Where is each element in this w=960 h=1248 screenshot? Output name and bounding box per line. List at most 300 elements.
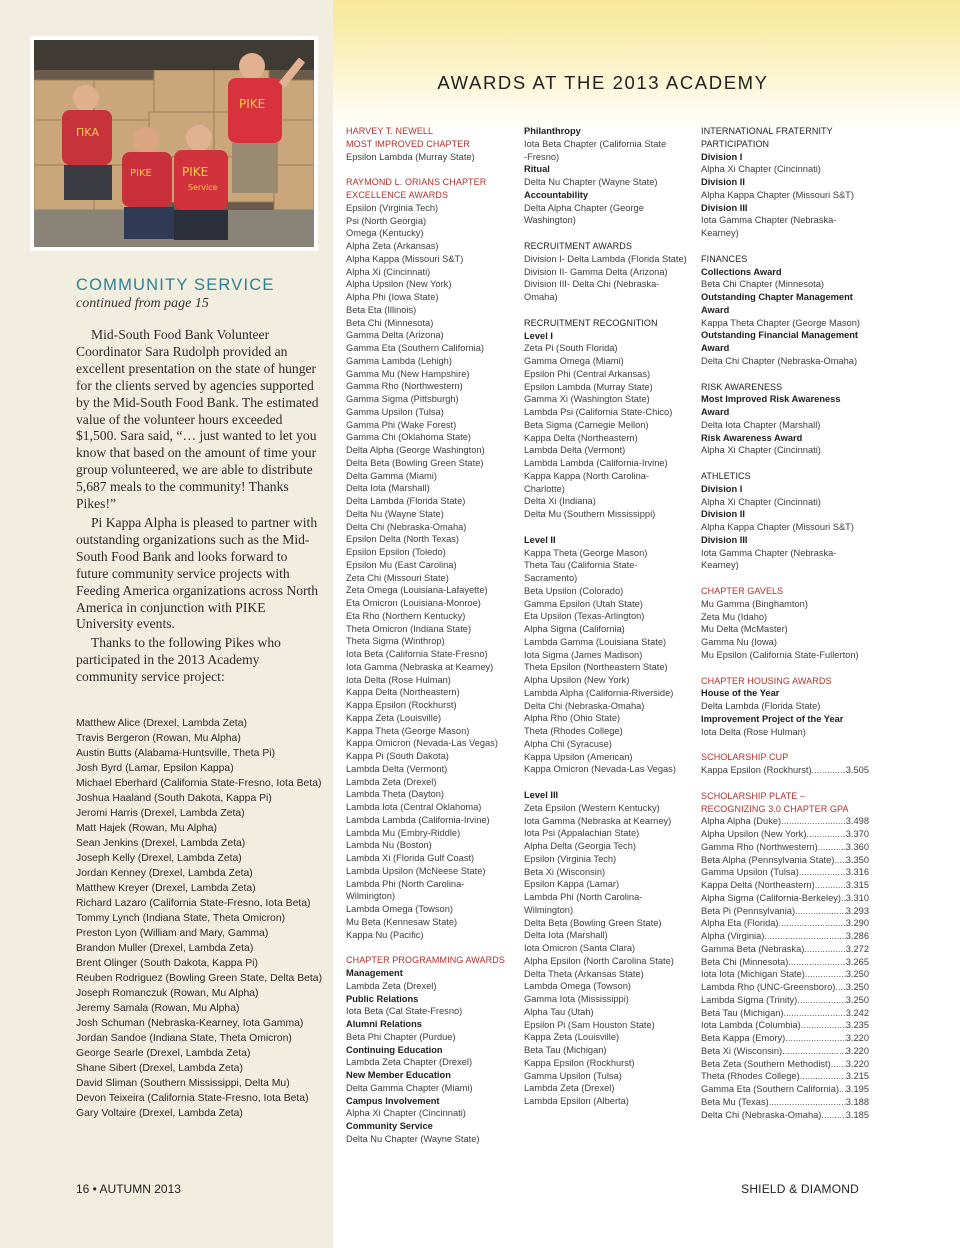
chapter-name: Alpha Upsilon (New York) <box>701 829 807 839</box>
volunteer-item: Reuben Rodriguez (Bowling Green State, Delta Beta) <box>76 973 323 984</box>
award-section-heading: CHAPTER HOUSING AWARDS <box>701 675 832 686</box>
award-entry: Delta Iota (Marshall) <box>346 483 430 494</box>
award-entry: Iota Omicron (Santa Clara) <box>524 943 636 953</box>
body-paragraph: Pi Kappa Alpha is pleased to partner with outstanding organizations such as the Mid-South Food Bank and looks forward to future community service projects with Feeding America organizations across North America in conjunction with PIKE University events. <box>76 514 319 632</box>
award-section-heading: CHAPTER GAVELS <box>701 586 784 596</box>
award-entry: Lambda Psi (California State-Chico) <box>524 407 673 417</box>
award-entry: Gamma Omega (Miami) <box>524 356 624 366</box>
volunteer-item: Jordan Sandoe (Indiana State, Theta Omicron) <box>76 1033 292 1044</box>
chapter-name: Gamma Upsilon (Tulsa) <box>701 867 799 878</box>
gpa-row <box>701 1032 869 1045</box>
volunteer-list <box>76 716 330 1121</box>
volunteer-item: Jeremy Samala (Rowan, Mu Alpha) <box>76 1003 240 1014</box>
award-entry: Kearney) <box>701 228 739 238</box>
awards-column-1 <box>346 125 514 1159</box>
award-entry: Zeta Chi (Missouri State) <box>346 572 449 583</box>
dot-leader <box>834 854 845 867</box>
dot-leader <box>784 1007 846 1020</box>
volunteer-item: Josh Byrd (Lamar, Epsilon Kappa) <box>76 763 234 774</box>
chapter-name: Beta Pi (Pennsylvania) <box>701 905 796 916</box>
award-section-heading: RAYMOND L. ORIANS CHAPTER <box>346 177 487 188</box>
chapter-name: Gamma Beta (Nebraska) <box>701 943 805 954</box>
gpa-row <box>701 1007 869 1020</box>
award-entry: Mu Delta (McMaster) <box>701 624 788 635</box>
award-entry: Alpha Xi Chapter (Cincinnati) <box>701 445 821 456</box>
award-category: Most Improved Risk Awareness <box>701 394 841 405</box>
award-entry: Lambda Gamma (Louisiana State) <box>524 636 667 647</box>
dot-leader <box>805 968 846 981</box>
chapter-name: Beta Chi (Minnesota) <box>701 956 789 967</box>
award-category: House of the Year <box>701 688 780 699</box>
award-category: Division II <box>701 509 745 520</box>
award-entry: Kappa Delta (Northeastern) <box>524 432 638 443</box>
volunteer-item: Travis Bergeron (Rowan, Mu Alpha) <box>76 733 241 744</box>
gpa-value: 3.310 <box>845 892 869 903</box>
award-entry: Kappa Theta (George Mason) <box>524 547 648 558</box>
chapter-name: Lambda Rho (UNC-Greensboro) <box>701 982 836 992</box>
award-category: Improvement Project of the Year <box>701 713 844 724</box>
dot-leader <box>797 994 845 1007</box>
award-section <box>346 176 514 941</box>
gpa-value: 3.220 <box>845 1045 869 1056</box>
award-section <box>701 585 869 662</box>
shirt-text: PIKE <box>130 168 152 179</box>
award-section <box>346 125 514 163</box>
dot-leader <box>764 930 845 943</box>
community-service-title: COMMUNITY SERVICE <box>76 276 275 294</box>
volunteer-item: Joseph Romanczuk (Rowan, Mu Alpha) <box>76 988 259 999</box>
award-entry: Gamma Sigma (Pittsburgh) <box>346 394 459 404</box>
volunteer-item: Matt Hajek (Rowan, Mu Alpha) <box>76 823 217 834</box>
award-section-heading: FINANCES <box>701 253 748 264</box>
gpa-value: 3.188 <box>845 1096 869 1107</box>
gpa-row <box>701 854 869 867</box>
award-entry: Gamma Upsilon (Tulsa) <box>346 406 444 417</box>
award-entry: Epsilon Phi (Central Arkansas) <box>524 368 651 379</box>
award-entry: Alpha Rho (Ohio State) <box>524 713 621 724</box>
gpa-row <box>701 1058 869 1071</box>
header-gradient-band <box>333 0 960 130</box>
gpa-value: 3.250 <box>845 982 869 992</box>
gpa-row <box>701 930 869 943</box>
award-entry: Theta (Rhodes College) <box>524 726 623 736</box>
volunteers-photo-illustration <box>34 40 314 247</box>
award-entry: Theta Omicron (Indiana State) <box>346 623 472 634</box>
gpa-value: 3.272 <box>845 943 869 954</box>
award-entry: Zeta Omega (Louisiana-Lafayette) <box>346 585 488 596</box>
award-entry: Gamma Delta (Arizona) <box>346 330 444 341</box>
award-entry: Lambda Iota (Central Oklahoma) <box>346 802 482 812</box>
gpa-row <box>701 815 869 828</box>
volunteer-item: Joseph Kelly (Drexel, Lambda Zeta) <box>76 853 242 864</box>
gpa-row <box>701 1083 869 1096</box>
award-entry: Gamma Epsilon (Utah State) <box>524 598 643 609</box>
award-entry: Kappa Epsilon (Rockhurst) <box>346 700 457 710</box>
award-entry: Epsilon (Virginia Tech) <box>524 853 617 864</box>
award-entry: Delta Gamma (Miami) <box>346 470 437 481</box>
award-entry: Gamma Nu (Iowa) <box>701 637 777 647</box>
award-entry: Kappa Pi (South Dakota) <box>346 751 449 761</box>
award-entry: Theta Epsilon (Northeastern State) <box>524 662 668 673</box>
volunteer-item: Austin Butts (Alabama-Huntsville, Theta Pi) <box>76 748 276 759</box>
award-entry: Gamma Iota (Mississippi) <box>524 994 629 1004</box>
chapter-name: Gamma Eta (Southern California) <box>701 1084 839 1094</box>
award-entry: Kappa Delta (Northeastern) <box>346 687 460 698</box>
award-entry: Epsilon Lambda (Murray State) <box>524 381 653 392</box>
award-section <box>524 125 692 227</box>
award-category: Risk Awareness Award <box>701 432 803 443</box>
award-entry: Alpha Xi Chapter (Cincinnati) <box>701 164 821 175</box>
award-entry: Iota Psi (Appalachian State) <box>524 828 640 839</box>
award-entry: Theta Tau (California State- <box>524 560 638 571</box>
award-category: Outstanding Financial Management <box>701 330 859 341</box>
gpa-row <box>701 1019 869 1032</box>
award-entry: Lambda Zeta Chapter (Drexel) <box>346 1057 473 1068</box>
award-category: Level III <box>524 790 559 800</box>
award-entry: Gamma Upsilon (Tulsa) <box>524 1070 622 1081</box>
award-category: Collections Award <box>701 266 782 277</box>
award-category: Division III <box>701 534 748 545</box>
award-entry: Lambda Zeta (Drexel) <box>346 776 437 787</box>
award-entry: Kappa Theta (George Mason) <box>346 725 470 736</box>
gpa-row <box>701 841 869 854</box>
award-entry: Sacramento) <box>524 573 578 583</box>
award-entry: Eta Upsilon (Texas-Arlington) <box>524 611 645 622</box>
award-category: Alumni Relations <box>346 1019 422 1029</box>
award-entry: Gamma Xi (Washington State) <box>524 394 650 405</box>
award-entry: Iota Gamma (Nebraska at Kearney) <box>346 661 494 672</box>
award-category: New Member Education <box>346 1070 451 1080</box>
award-section <box>701 470 869 572</box>
award-category: Division I <box>701 483 743 494</box>
award-category: Community Service <box>346 1121 433 1131</box>
award-section-heading: EXCELLENCE AWARDS <box>346 190 449 200</box>
award-entry: Lambda Delta (Vermont) <box>346 763 448 774</box>
award-entry: Alpha Phi (Iowa State) <box>346 292 439 302</box>
award-entry: Delta Iota (Marshall) <box>524 930 608 941</box>
award-entry: Lambda Mu (Embry-Riddle) <box>346 827 461 838</box>
award-entry: Gamma Mu (New Hampshire) <box>346 368 470 379</box>
award-entry: Mu Gamma (Binghamton) <box>701 598 808 609</box>
body-paragraph: Mid-South Food Bank Volunteer Coordinator Sara Rudolph provided an excellent presentation on the state of hunger for the clients served by agencies supported by the Mid-South Food Bank. The estimated value of the volunteer hours exceeded $1,500. Sara said, “… just wanted to let you know that based on the amount of time your group volunteered, we are able to distribute 5,687 meals to the community! Thanks Pikes!” <box>76 327 319 512</box>
chapter-name: Beta Tau (Michigan) <box>701 1007 784 1018</box>
award-entry: Theta Sigma (Winthrop) <box>346 636 445 647</box>
volunteer-item: Matthew Alice (Drexel, Lambda Zeta) <box>76 718 247 729</box>
award-entry: Kappa Omicron (Nevada-Las Vegas) <box>346 738 498 749</box>
award-entry: Delta Lambda (Florida State) <box>701 701 821 711</box>
award-entry: Epsilon Delta (North Texas) <box>346 534 459 545</box>
award-section-heading: SCHOLARSHIP CUP <box>701 752 789 763</box>
award-entry: Delta Lambda (Florida State) <box>346 496 466 506</box>
volunteer-item: Brandon Muller (Drexel, Lambda Zeta) <box>76 943 254 954</box>
gpa-row <box>701 917 869 930</box>
award-entry: Alpha Kappa Chapter (Missouri S&T) <box>701 189 854 200</box>
award-entry: Delta Alpha Chapter (George <box>524 202 644 213</box>
volunteer-item: Sean Jenkins (Drexel, Lambda Zeta) <box>76 838 246 849</box>
chapter-name: Kappa Delta (Northeastern) <box>701 880 815 890</box>
award-entry: Delta Iota Chapter (Marshall) <box>701 419 821 430</box>
chapter-name: Alpha Sigma (California-Berkeley) <box>701 892 842 903</box>
award-entry: Delta Gamma Chapter (Miami) <box>346 1082 473 1093</box>
gpa-value: 3.235 <box>845 1020 869 1031</box>
award-category: Ritual <box>524 164 550 175</box>
volunteer-item: Matthew Kreyer (Drexel, Lambda Zeta) <box>76 883 256 894</box>
gpa-value: 3.215 <box>845 1071 869 1082</box>
award-entry: Kappa Epsilon (Rockhurst) <box>524 1057 635 1068</box>
award-category: Level I <box>524 330 553 341</box>
volunteer-item: Joshua Haaland (South Dakota, Kappa Pi) <box>76 793 272 804</box>
dot-leader <box>782 1045 846 1058</box>
award-section <box>701 381 869 458</box>
award-entry: Alpha Tau (Utah) <box>524 1006 594 1017</box>
award-entry: Alpha Epsilon (North Carolina State) <box>524 955 674 966</box>
gpa-row <box>701 994 869 1007</box>
gpa-value: 3.250 <box>845 969 869 980</box>
award-entry: Iota Beta Chapter (California State <box>524 138 667 149</box>
award-entry: Iota Gamma Chapter (Nebraska- <box>701 547 837 558</box>
award-section-heading: HARVEY T. NEWELL <box>346 126 434 136</box>
award-entry: Lambda Zeta (Drexel) <box>524 1083 615 1094</box>
award-category: Division III <box>701 202 748 213</box>
award-entry: Alpha Upsilon (New York) <box>346 279 452 290</box>
shirt-text: PIKE <box>239 97 266 111</box>
dot-leader <box>815 879 846 892</box>
chapter-name: Beta Mu (Texas) <box>701 1096 769 1107</box>
award-entry: Beta Xi (Wisconsin) <box>524 866 606 877</box>
award-entry: Wilmington) <box>346 891 396 902</box>
gpa-row <box>701 1070 869 1083</box>
continued-note: continued from page 15 <box>76 296 209 311</box>
gpa-row <box>701 892 869 905</box>
award-category: Division II <box>701 177 745 187</box>
awards-column-3 <box>701 125 869 1134</box>
community-service-body <box>76 327 320 688</box>
chapter-name: Kappa Epsilon (Rockhurst) <box>701 765 812 775</box>
volunteer-item: Gary Voltaire (Drexel, Lambda Zeta) <box>76 1108 243 1119</box>
dot-leader <box>788 956 845 969</box>
chapter-name: Beta Kappa (Emory) <box>701 1033 786 1043</box>
award-category: Accountability <box>524 189 589 200</box>
dot-leader <box>800 1070 846 1083</box>
awards-column-2 <box>524 125 692 1121</box>
volunteer-item: Tommy Lynch (Indiana State, Theta Omicron) <box>76 913 286 924</box>
gpa-row <box>701 956 869 969</box>
award-entry: Alpha Zeta (Arkansas) <box>346 241 439 251</box>
award-entry: Lambda Epsilon (Alberta) <box>524 1096 629 1106</box>
award-entry: Mu Epsilon (California State-Fullerton) <box>701 649 859 660</box>
award-category: Outstanding Chapter Management <box>701 292 853 302</box>
award-section-heading: INTERNATIONAL FRATERNITY <box>701 126 833 136</box>
award-entry: Delta Xi (Indiana) <box>524 496 596 507</box>
award-category: Management <box>346 968 403 978</box>
award-category: Division I <box>701 151 743 162</box>
award-section-heading: RECRUITMENT AWARDS <box>524 241 632 251</box>
award-section <box>524 240 692 304</box>
volunteer-item: Josh Schuman (Nebraska-Kearney, Iota Gamma) <box>76 1018 304 1029</box>
chapter-name: Theta (Rhodes College) <box>701 1071 800 1082</box>
awards-title: AWARDS AT THE 2013 ACADEMY <box>437 72 769 93</box>
award-entry: Beta Eta (Illinois) <box>346 304 417 315</box>
award-section <box>701 125 869 240</box>
award-entry: Beta Upsilon (Colorado) <box>524 585 624 596</box>
shirt-text: ΠΚΑ <box>76 126 100 139</box>
award-entry: Delta Theta (Arkansas State) <box>524 968 644 979</box>
gpa-row <box>701 866 869 879</box>
award-entry: Psi (North Georgia) <box>346 215 427 226</box>
award-entry: Mu Beta (Kennesaw State) <box>346 916 458 927</box>
dot-leader <box>781 815 846 828</box>
award-entry: Lambda Upsilon (McNeese State) <box>346 865 486 876</box>
award-entry: Lambda Lambda (California-Irvine) <box>524 458 668 468</box>
gpa-value: 3.286 <box>845 931 869 941</box>
gpa-row <box>701 1096 869 1109</box>
award-category: Level II <box>524 534 556 545</box>
award-section-heading: MOST IMPROVED CHAPTER <box>346 138 470 149</box>
gpa-value: 3.220 <box>845 1058 869 1069</box>
gpa-row <box>701 1109 869 1122</box>
award-entry: Delta Alpha (George Washington) <box>346 445 485 455</box>
award-category: Public Relations <box>346 993 419 1004</box>
gpa-value: 3.315 <box>845 880 869 890</box>
award-entry: Lambda Phi (North Carolina- <box>524 892 643 902</box>
gpa-row <box>701 1045 869 1058</box>
gpa-row <box>701 943 869 956</box>
gpa-row <box>701 879 869 892</box>
award-entry: Delta Beta (Bowling Green State) <box>346 457 484 468</box>
award-category: Philanthropy <box>524 126 581 136</box>
award-section-heading: PARTICIPATION <box>701 138 770 149</box>
chapter-name: Beta Alpha (Pennsylvania State) <box>701 854 835 865</box>
chapter-name: Iota Lambda (Columbia) <box>701 1020 801 1031</box>
award-section <box>346 954 514 1145</box>
chapter-name: Alpha Alpha (Duke) <box>701 816 782 827</box>
award-entry: Charlotte) <box>524 483 565 494</box>
award-category: Continuing Education <box>346 1044 443 1055</box>
award-entry: Iota Gamma (Nebraska at Kearney) <box>524 815 672 826</box>
dot-leader <box>812 764 846 777</box>
person-head <box>73 85 99 111</box>
award-section-heading: RECRUITMENT RECOGNITION <box>524 317 658 328</box>
award-entry: Delta Nu Chapter (Wayne State) <box>524 177 658 187</box>
award-entry: Delta Chi (Nebraska-Omaha) <box>524 700 645 711</box>
award-entry: Alpha Xi (Cincinnati) <box>346 266 431 277</box>
dot-leader <box>785 1032 846 1045</box>
spacer <box>524 776 692 789</box>
page-folio: 16 • AUTUMN 2013 <box>76 1182 181 1196</box>
gpa-value: 3.370 <box>845 829 869 839</box>
award-entry: Epsilon Mu (East Carolina) <box>346 559 457 570</box>
award-entry: Kappa Upsilon (American) <box>524 751 633 762</box>
gpa-value: 3.250 <box>845 994 869 1005</box>
gpa-value: 3.360 <box>845 841 869 852</box>
award-entry: Delta Nu (Wayne State) <box>346 508 444 519</box>
spacer <box>524 521 692 534</box>
award-entry: Epsilon Lambda (Murray State) <box>346 151 475 162</box>
gpa-value: 3.265 <box>845 956 869 967</box>
gpa-value: 3.220 <box>845 1033 869 1043</box>
award-entry: Lambda Zeta (Drexel) <box>346 980 437 991</box>
award-entry: Lambda Alpha (California-Riverside) <box>524 687 674 698</box>
award-entry: Alpha Delta (Georgia Tech) <box>524 841 636 851</box>
chapter-name: Beta Xi (Wisconsin) <box>701 1045 783 1056</box>
award-entry: Gamma Eta (Southern California) <box>346 343 484 353</box>
gpa-value: 3.293 <box>845 905 869 916</box>
gpa-row <box>701 764 869 777</box>
gpa-value: 3.350 <box>845 854 869 865</box>
award-entry: Beta Chi Chapter (Minnesota) <box>701 279 824 290</box>
award-category: Award <box>701 343 730 353</box>
gpa-value: 3.185 <box>845 1109 869 1120</box>
award-entry: Lambda Omega (Towson) <box>524 981 631 992</box>
dot-leader <box>804 943 845 956</box>
award-entry: Zeta Pi (South Florida) <box>524 343 618 354</box>
award-entry: Zeta Epsilon (Western Kentucky) <box>524 802 660 813</box>
award-entry: Gamma Phi (Wake Forest) <box>346 419 457 430</box>
chapter-name: Gamma Rho (Northwestern) <box>701 841 818 852</box>
award-entry: Alpha Xi Chapter (Cincinnati) <box>701 496 821 507</box>
volunteer-item: Jordan Kenney (Drexel, Lambda Zeta) <box>76 868 253 879</box>
award-entry: Iota Sigma (James Madison) <box>524 649 643 660</box>
gpa-value: 3.242 <box>845 1007 869 1018</box>
award-entry: Washington) <box>524 215 576 226</box>
award-entry: Lambda Xi (Florida Gulf Coast) <box>346 853 475 863</box>
volunteer-item: Brent Olinger (South Dakota, Kappa Pi) <box>76 958 258 969</box>
dot-leader <box>821 1109 845 1122</box>
gpa-value: 3.195 <box>845 1084 869 1094</box>
dot-leader <box>795 905 846 918</box>
volunteers-photo <box>30 36 318 251</box>
award-entry: Iota Delta (Rose Hulman) <box>346 674 451 685</box>
award-entry: Epsilon Kappa (Lamar) <box>524 879 620 890</box>
award-entry: Alpha Kappa (Missouri S&T) <box>346 253 464 264</box>
chapter-name: Lambda Sigma (Trinity) <box>701 994 798 1005</box>
award-entry: Kappa Kappa (North Carolina- <box>524 470 650 481</box>
award-section <box>701 751 869 777</box>
volunteer-item: Preston Lyon (William and Mary, Gamma) <box>76 928 269 939</box>
award-entry: Iota Gamma Chapter (Nebraska- <box>701 215 837 226</box>
award-entry: Delta Chi Chapter (Nebraska-Omaha) <box>701 355 858 366</box>
dot-leader <box>769 1096 846 1109</box>
award-entry: Gamma Chi (Oklahoma State) <box>346 432 472 443</box>
award-entry: Omega (Kentucky) <box>346 228 424 239</box>
award-entry: Kearney) <box>701 560 739 571</box>
award-entry: Kappa Theta Chapter (George Mason) <box>701 317 861 328</box>
shirt-text: Service <box>188 183 218 192</box>
gpa-value: 3.505 <box>845 765 869 775</box>
award-entry: Alpha Kappa Chapter (Missouri S&T) <box>701 522 854 532</box>
award-entry: Division I- Delta Lambda (Florida State) <box>524 253 687 264</box>
award-entry: Lambda Nu (Boston) <box>346 840 432 851</box>
award-entry: -Fresno) <box>524 151 560 162</box>
award-entry: Delta Chi (Nebraska-Omaha) <box>346 521 467 532</box>
chapter-name: Iota Iota (Michigan State) <box>701 969 805 980</box>
award-section <box>701 790 869 1122</box>
gpa-row <box>701 828 869 841</box>
award-section-heading: ATHLETICS <box>701 471 751 481</box>
gpa-row <box>701 981 869 994</box>
dot-leader <box>835 981 845 994</box>
award-entry: Epsilon Pi (Sam Houston State) <box>524 1019 655 1030</box>
award-entry: Epsilon (Virginia Tech) <box>346 202 439 213</box>
shirt-text: PIKE <box>182 165 209 179</box>
award-entry: Beta Phi Chapter (Purdue) <box>346 1031 456 1042</box>
award-entry: Eta Rho (Northern Kentucky) <box>346 610 466 621</box>
award-entry: Beta Tau (Michigan) <box>524 1045 607 1055</box>
award-entry: Division II- Gamma Delta (Arizona) <box>524 266 668 277</box>
award-category: Award <box>701 304 730 315</box>
volunteer-item: Richard Lazaro (California State-Fresno, Iota Beta) <box>76 898 311 909</box>
chapter-name: Alpha Eta (Florida) <box>701 918 779 929</box>
